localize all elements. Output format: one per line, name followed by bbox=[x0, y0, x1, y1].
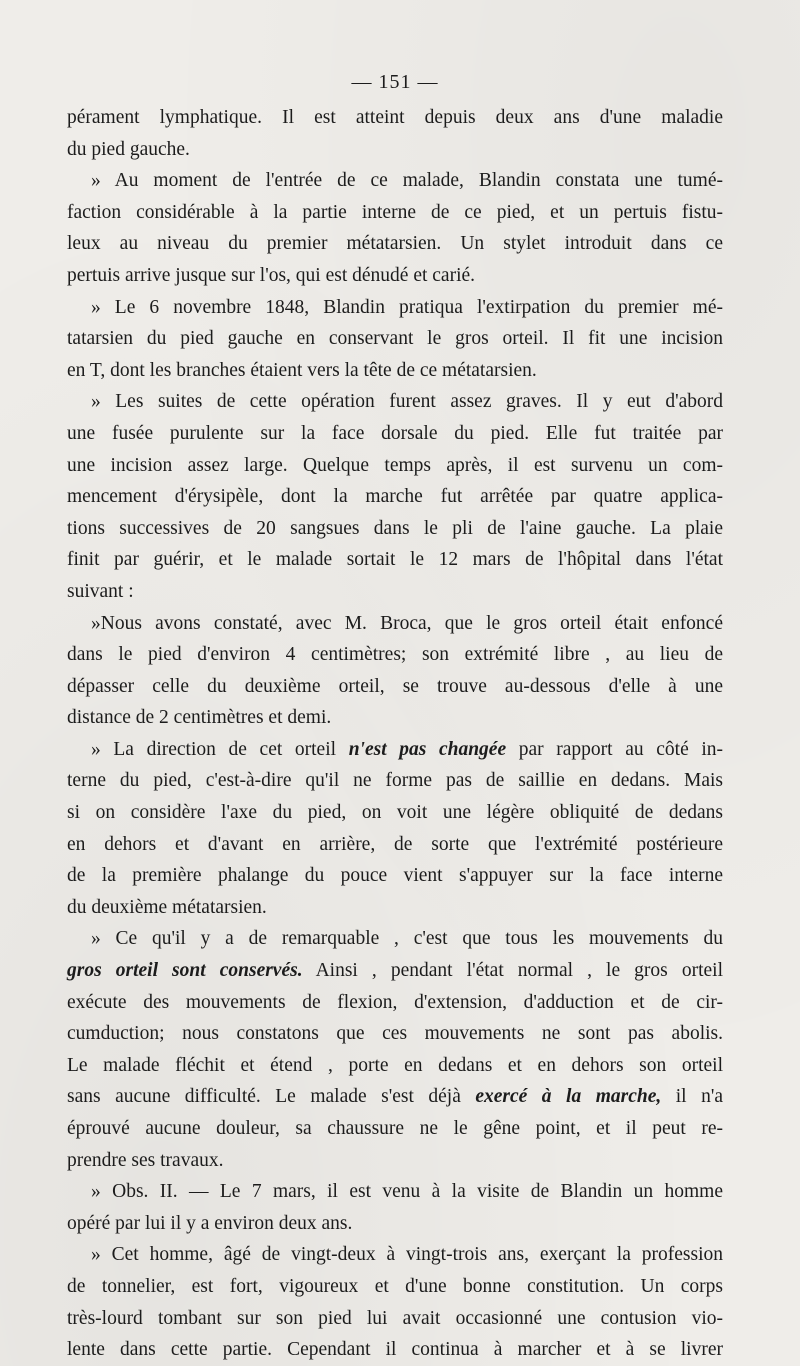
text-line bbox=[67, 955, 723, 987]
page-number: — 151 — bbox=[351, 71, 439, 93]
text-line: » Les suites de cette opération furent assez graves. Il y eut d'abord bbox=[91, 391, 723, 413]
text-line: »Nous avons constaté, avec M. Broca, que le gros orteil était enfoncé bbox=[91, 612, 723, 634]
text-line: une incision assez large. Quelque temps après, il est survenu un com- bbox=[67, 454, 723, 476]
italic-emphasis: gros orteil sont conservés. bbox=[67, 960, 303, 982]
text-line: » Le 6 novembre 1848, Blandin pratiqua l'extirpation du premier mé- bbox=[91, 296, 723, 318]
text-line: » Cet homme, âgé de vingt-deux à vingt-trois ans, exerçant la profession bbox=[91, 1244, 723, 1266]
text-segment: sans aucune difficulté. Le malade s'est déjà bbox=[67, 1086, 461, 1108]
text-line: pérament lymphatique. Il est atteint depuis deux ans d'une maladie bbox=[67, 107, 723, 128]
text-line: exécute des mouvements de flexion, d'extension, d'adduction et de cir- bbox=[67, 991, 723, 1013]
text-line: si on considère l'axe du pied, on voit une légère obliquité de dedans bbox=[67, 802, 723, 824]
text-line: dépasser celle du deuxième orteil, se trouve au-dessous d'elle à une bbox=[67, 675, 723, 697]
text-line: tions successives de 20 sangsues dans le pli de l'aine gauche. La plaie bbox=[67, 517, 723, 539]
text-line bbox=[67, 734, 723, 766]
text-line: du deuxième métatarsien. bbox=[67, 896, 267, 918]
body-text bbox=[67, 102, 723, 1366]
italic-emphasis: exercé à la marche, bbox=[475, 1086, 662, 1108]
text-line: mencement d'érysipèle, dont la marche fut arrêtée par quatre applica- bbox=[67, 486, 723, 508]
text-line: opéré par lui il y a environ deux ans. bbox=[67, 1212, 353, 1234]
text-line: du pied gauche. bbox=[67, 138, 190, 160]
text-line: dans le pied d'environ 4 centimètres; son extrémité libre , au lieu de bbox=[67, 644, 723, 666]
text-segment: » La direction de cet orteil bbox=[91, 738, 337, 760]
text-line: finit par guérir, et le malade sortait le 12 mars de l'hôpital dans l'état bbox=[67, 549, 723, 571]
text-line: suivant : bbox=[67, 580, 134, 602]
text-line: distance de 2 centimètres et demi. bbox=[67, 707, 332, 729]
text-line: en dehors et d'avant en arrière, de sorte que l'extrémité postérieure bbox=[67, 833, 723, 855]
text-line: terne du pied, c'est-à-dire qu'il ne forme pas de saillie en dedans. Mais bbox=[67, 770, 723, 792]
text-line: » Obs. II. — Le 7 mars, il est venu à la visite de Blandin un homme bbox=[91, 1181, 723, 1203]
text-line: en T, dont les branches étaient vers la tête de ce métatarsien. bbox=[67, 359, 537, 381]
text-line: prendre ses travaux. bbox=[67, 1149, 224, 1171]
text-line: de tonnelier, est fort, vigoureux et d'une bonne constitution. Un corps bbox=[67, 1275, 723, 1297]
text-line: faction considérable à la partie interne de ce pied, et un pertuis fistu- bbox=[67, 201, 723, 223]
text-line: tatarsien du pied gauche en conservant le gros orteil. Il fit une incision bbox=[67, 328, 723, 350]
text-line: Le malade fléchit et étend , porte en dedans et en dehors son orteil bbox=[67, 1054, 723, 1076]
text-line: très-lourd tombant sur son pied lui avait occasionné une contusion vio- bbox=[67, 1307, 723, 1329]
italic-emphasis: n'est pas changée bbox=[348, 738, 507, 760]
text-line: une fusée purulente sur la face dorsale du pied. Elle fut traitée par bbox=[67, 422, 723, 444]
text-line: pertuis arrive jusque sur l'os, qui est dénudé et carié. bbox=[67, 264, 476, 286]
text-line bbox=[67, 1081, 723, 1113]
text-line: » Ce qu'il y a de remarquable , c'est que tous les mouvements du bbox=[91, 928, 723, 950]
text-segment: Ainsi , pendant l'état normal , le gros orteil bbox=[315, 960, 723, 982]
text-line: de la première phalange du pouce vient s'appuyer sur la face interne bbox=[67, 865, 723, 887]
text-line: lente dans cette partie. Cependant il continua à marcher et à se livrer bbox=[67, 1339, 723, 1361]
text-segment: par rapport au côté in- bbox=[518, 738, 724, 760]
text-line: cumduction; nous constatons que ces mouvements ne sont pas abolis. bbox=[67, 1023, 723, 1045]
text-segment: il n'a bbox=[675, 1086, 723, 1108]
text-line: leux au niveau du premier métatarsien. Un stylet introduit dans ce bbox=[67, 233, 723, 255]
text-line: » Au moment de l'entrée de ce malade, Blandin constata une tumé- bbox=[91, 170, 723, 192]
text-line: éprouvé aucune douleur, sa chaussure ne le gêne point, et il peut re- bbox=[67, 1118, 723, 1139]
